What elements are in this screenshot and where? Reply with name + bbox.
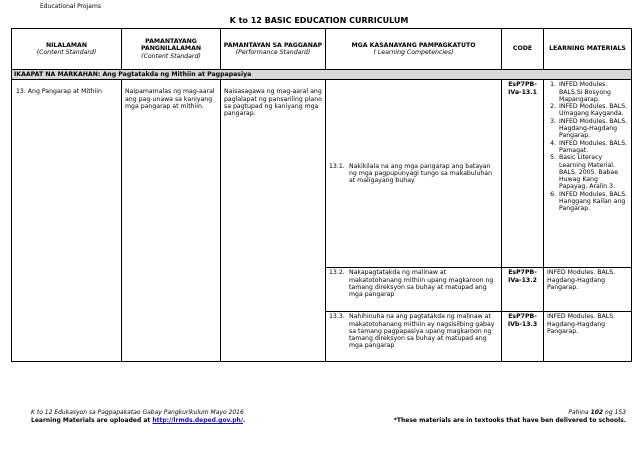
list-item: 2. INFED Modules. BALS. Umagang Kayganda. (558, 103, 628, 118)
competency-text: Nakikilala na ang mga pangarap ang batayan ng mga pagpupunyagi tungo sa makabuluhan at maligayang buhay (349, 162, 493, 185)
list-item: 6. INFED Modules. BALS. Hanggang Kailan ang Pangarap. (558, 191, 628, 213)
materials-cell: INFED Modules. BALS. Hagdang-Hagdang Pangarap. (544, 268, 632, 312)
footer-left (31, 409, 245, 424)
code-cell: EsP7PB-IVa-13.1 (502, 80, 544, 268)
performance-standard-cell: Naisasagawa ng mag-aaral ang paglalapat ng pansariling plano sa pagtupad ng kaniyang mga pangarap. (221, 80, 326, 362)
column-header-code: CODE (502, 29, 544, 70)
curriculum-table (11, 28, 632, 362)
competency-cell (326, 80, 502, 268)
table-header-row (12, 29, 632, 70)
column-header-content: NILALAMAN (Content Standard) (12, 29, 122, 70)
list-item: 3. INFED Modules. BALS. Hagdang-Hagdang Pangarap. (558, 118, 628, 140)
column-header-competencies: MGA KASANAYANG PAMPAGKATUTO ( Learning Competencies) (326, 29, 502, 70)
quarter-row (12, 70, 632, 80)
competency-number: 13.2. (329, 269, 345, 277)
competency-cell (326, 268, 502, 312)
footer-right (394, 409, 626, 424)
materials-list (545, 81, 628, 212)
footer-curriculum-guide: K to 12 Edukasyon sa Pagpapakatao Gabay Pangkurikulum Mayo 2016 (31, 409, 244, 416)
code-cell: EsP7PB-IVa-13.2 (502, 268, 544, 312)
lrmds-link[interactable]: http://lrmds.deped.gov.ph/ (152, 417, 244, 424)
table-row (12, 80, 632, 268)
footer-materials-note: *These materials are in textooks that have ben delivered to schools. (393, 417, 626, 424)
competency-number: 13.3. (329, 313, 345, 321)
list-item: 1. INFED Modules. BALS.Si Bosyong Mapangarap. (558, 81, 628, 103)
footer-uploaded-note: Learning Materials are uploaded at http://lrmds.deped.gov.ph/. (31, 417, 246, 424)
column-header-content-standard: PAMANTAYANG PANGNILALAMAN (Content Standard) (122, 29, 221, 70)
materials-cell: INFED Modules. BALS. Hagdang-Hagdang Pangarap. (544, 312, 632, 362)
materials-cell (544, 80, 632, 268)
quarter-title: IKAAPAT NA MARKAHAN: Ang Pagtatakda ng Mithiin at Pagpapasiya (12, 70, 632, 80)
content-standard-cell: Naipamamalas ng mag-aaral ang pag-unawa sa kaniyang mga pangarap at mithiin. (122, 80, 221, 362)
column-header-materials: LEARNING MATERIALS (544, 29, 632, 70)
content-cell: 13. Ang Pangarap at Mithiin (12, 80, 122, 362)
column-header-performance-standard: PAMANTAYAN SA PAGGANAP (Performance Standard) (221, 29, 326, 70)
list-item: 5. Basic Literacy Learning Material. BALS. 2005. Babae Huwag Kang Papayag. Aralin 3. (558, 154, 628, 190)
page-title: K to 12 BASIC EDUCATION CURRICULUM (229, 16, 409, 25)
document-header-label: Educational Projams (40, 3, 101, 10)
page-number: Pahina 102 ng 153 (568, 409, 626, 416)
competency-cell (326, 312, 502, 362)
list-item: 4. INFED Modules. BALS. Pamagat. (558, 140, 628, 155)
competency-text: Nahihinuha na ang pagtatakda ng malinaw at makatotohanang mithiin ay nagsisilbing gabay sa tamang pagpapasiya upang magkaroon ng tamang direksyon sa buhay at matupad ang mga pangarap (349, 313, 495, 350)
competency-number: 13.1. (329, 162, 345, 170)
code-cell: EsP7PB-IVb-13.3 (502, 312, 544, 362)
competency-text: Nakapagtatakda ng malinaw at makatotohanang mithiin upang magkaroon ng tamang direksyon sa buhay at matupad ang mga pangarap (349, 269, 494, 299)
